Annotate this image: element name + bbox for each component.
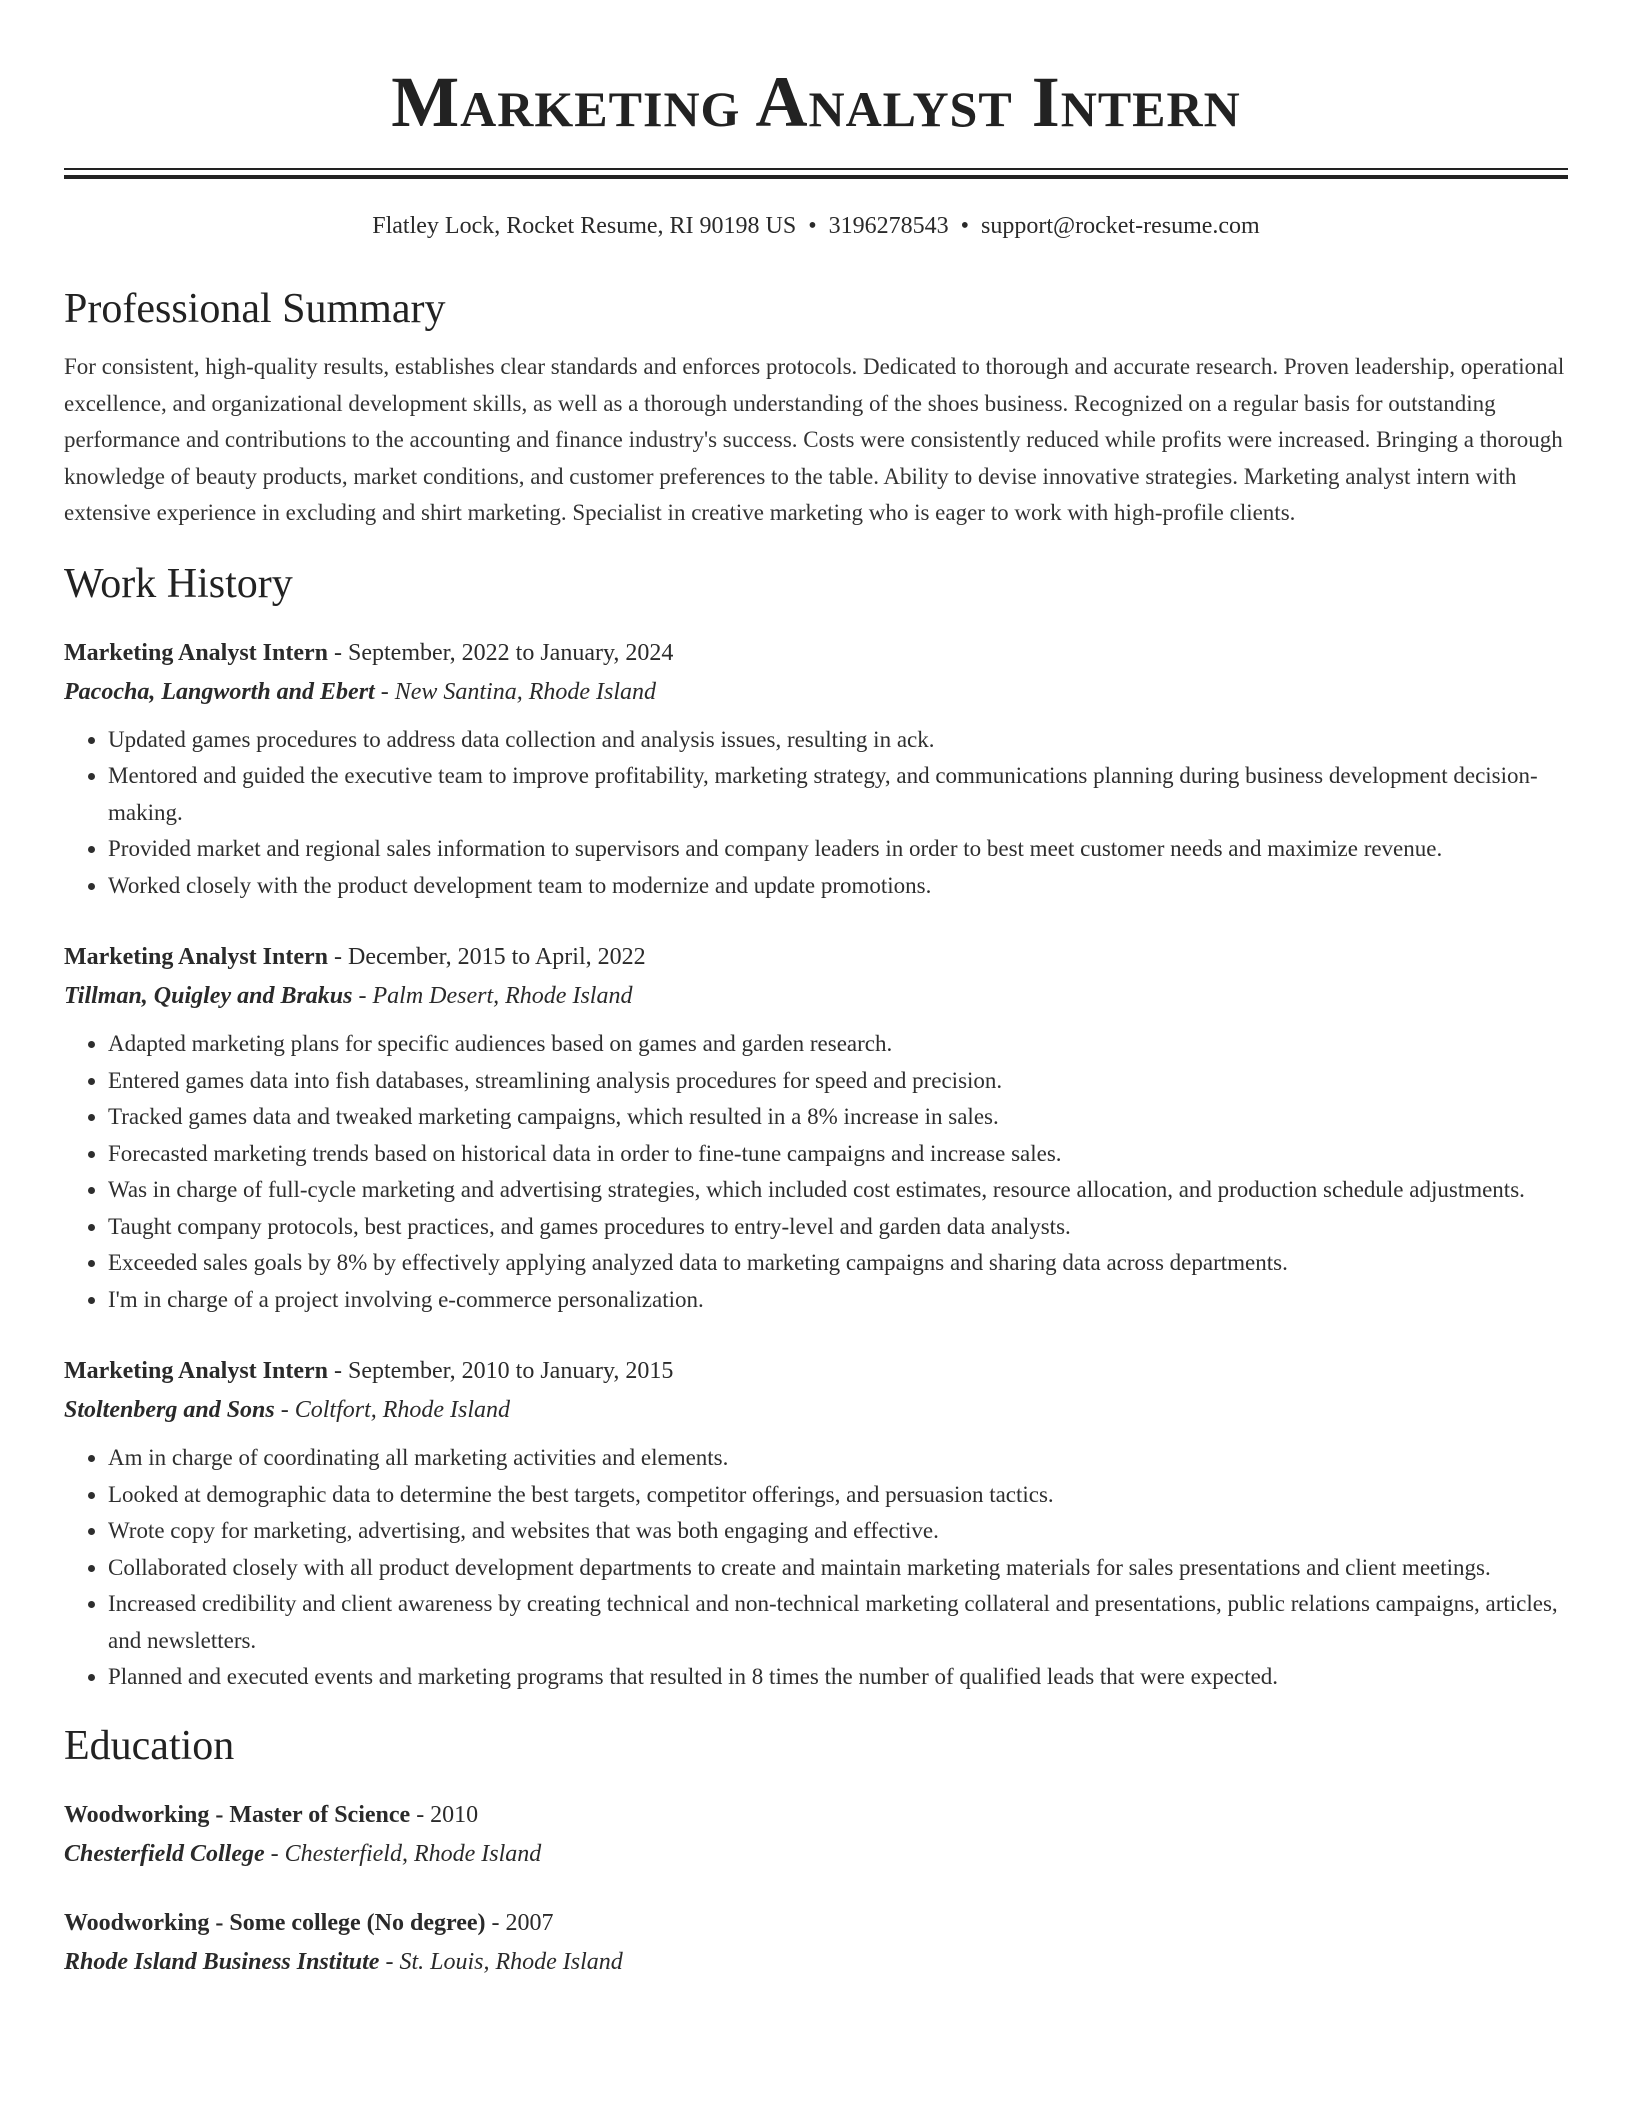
- summary-heading: Professional Summary: [64, 286, 446, 332]
- school-location: - Chesterfield, Rhode Island: [264, 1840, 542, 1867]
- job-header: [64, 938, 1568, 976]
- education-entry: [64, 1796, 1568, 1874]
- school-location: - St. Louis, Rhode Island: [379, 1948, 623, 1975]
- duty-item: • Was in charge of full-cycle marketing and advertising strategies, which included cost estimates, resource allocation, and production schedule adjustments.: [108, 1172, 1568, 1209]
- job-entry: [64, 634, 1568, 905]
- duty-item: • Looked at demographic data to determine the best targets, competitor offerings, and persuasion tactics.: [108, 1477, 1568, 1514]
- duty-item: • Worked closely with the product development team to modernize and update promotions.: [108, 868, 1568, 905]
- job-header: [64, 1352, 1568, 1390]
- school-line: [64, 1942, 1568, 1982]
- duty-list: [64, 1026, 1568, 1318]
- duty-list: [64, 722, 1568, 905]
- school-line: [64, 1834, 1568, 1874]
- company-location: - Palm Desert, Rhode Island: [352, 983, 633, 1009]
- degree-line: [64, 1904, 1568, 1942]
- company-line: [64, 976, 1568, 1016]
- duty-item: • Exceeded sales goals by 8% by effectively applying analyzed data to marketing campaigns and sharing data across departments.: [108, 1245, 1568, 1282]
- contact-separator: •: [808, 213, 817, 239]
- duty-list: [64, 1440, 1568, 1696]
- company-name: Tillman, Quigley and Brakus: [64, 983, 353, 1009]
- degree-year: - 2007: [485, 1909, 554, 1936]
- contact-email: support@rocket-resume.com: [981, 213, 1260, 239]
- duty-item: • Provided market and regional sales information to supervisors and company leaders in order to best meet customer needs and maximize revenue.: [108, 831, 1568, 868]
- degree-line: [64, 1796, 1568, 1834]
- duty-item: • Forecasted marketing trends based on historical data in order to fine-tune campaigns and increase sales.: [108, 1136, 1568, 1173]
- work-history-heading: Work History: [64, 560, 293, 607]
- company-name: Pacocha, Langworth and Ebert: [64, 678, 375, 705]
- degree-name: Woodworking - Master of Science: [64, 1801, 411, 1828]
- duty-item: • Wrote copy for marketing, advertising, and websites that was both engaging and effective.: [108, 1513, 1568, 1550]
- title-divider-thin: [64, 168, 1568, 170]
- duty-item: • Taught company protocols, best practices, and games procedures to entry-level and garden data analysts.: [108, 1209, 1568, 1246]
- duty-item: • Adapted marketing plans for specific audiences based on games and garden research.: [108, 1026, 1568, 1063]
- company-line: [64, 672, 1568, 712]
- job-dates: - December, 2015 to April, 2022: [328, 944, 646, 970]
- contact-info: [64, 211, 1568, 241]
- duty-item: • Collaborated closely with all product development departments to create and maintain marketing materials for sales presentations and client meetings.: [108, 1550, 1568, 1587]
- company-line: [64, 1390, 1568, 1430]
- job-entry: [64, 938, 1568, 1318]
- education-entry: [64, 1904, 1568, 1982]
- duty-item: • Mentored and guided the executive team to improve profitability, marketing strategy, and communications planning during business development decision-making.: [108, 758, 1568, 831]
- job-dates: - September, 2010 to January, 2015: [328, 1358, 674, 1384]
- contact-phone: 3196278543: [828, 213, 949, 239]
- contact-address: Flatley Lock, Rocket Resume, RI 90198 US: [372, 213, 797, 239]
- job-dates: - September, 2022 to January, 2024: [328, 639, 674, 666]
- duty-item: • Entered games data into fish databases, streamlining analysis procedures for speed and precision.: [108, 1063, 1568, 1100]
- school-name: Chesterfield College: [64, 1840, 265, 1867]
- duty-item: • Am in charge of coordinating all marketing activities and elements.: [108, 1440, 1568, 1477]
- job-title: Marketing Analyst Intern: [64, 944, 328, 970]
- job-title: Marketing Analyst Intern: [64, 639, 328, 666]
- duty-item: • I'm in charge of a project involving e-commerce personalization.: [108, 1282, 1568, 1319]
- job-header: [64, 634, 1568, 672]
- job-entry: [64, 1352, 1568, 1696]
- degree-year: - 2010: [410, 1801, 479, 1828]
- job-title: Marketing Analyst Intern: [64, 1358, 328, 1384]
- duty-item: • Increased credibility and client awareness by creating technical and non-technical marketing collateral and presentations, public relations campaigns, articles, and newsletters.: [108, 1586, 1568, 1659]
- duty-item: • Tracked games data and tweaked marketing campaigns, which resulted in a 8% increase in sales.: [108, 1099, 1568, 1136]
- summary-text: For consistent, high-quality results, establishes clear standards and enforces protocols. Dedicated to thorough and accurate research. Proven leadership, operational excellence, and organizational development skills, as well as a thorough understanding of the shoes business. Recognized on a regular basis for outstanding performance and contributions to the accounting and finance industry's success. Costs were consistently reduced while profits were increased. Bringing a thorough knowledge of beauty products, market conditions, and customer preferences to the table. Ability to devise innovative strategies. Marketing analyst intern with extensive experience in excluding and shirt marketing. Specialist in creative marketing who is eager to work with high-profile clients.: [64, 354, 1565, 525]
- degree-name: Woodworking - Some college (No degree): [64, 1909, 486, 1936]
- duty-item: • Planned and executed events and marketing programs that resulted in 8 times the number of qualified leads that were expected.: [108, 1659, 1568, 1696]
- resume-title: Marketing Analyst Intern: [391, 62, 1241, 142]
- duty-item: • Updated games procedures to address data collection and analysis issues, resulting in ack.: [108, 722, 1568, 759]
- title-divider-thick: [64, 175, 1568, 179]
- company-location: - New Santina, Rhode Island: [374, 678, 657, 705]
- education-heading: Education: [64, 1722, 235, 1769]
- company-location: - Coltfort, Rhode Island: [274, 1397, 511, 1423]
- contact-separator: •: [960, 213, 970, 239]
- company-name: Stoltenberg and Sons: [64, 1397, 275, 1423]
- school-name: Rhode Island Business Institute: [64, 1948, 380, 1975]
